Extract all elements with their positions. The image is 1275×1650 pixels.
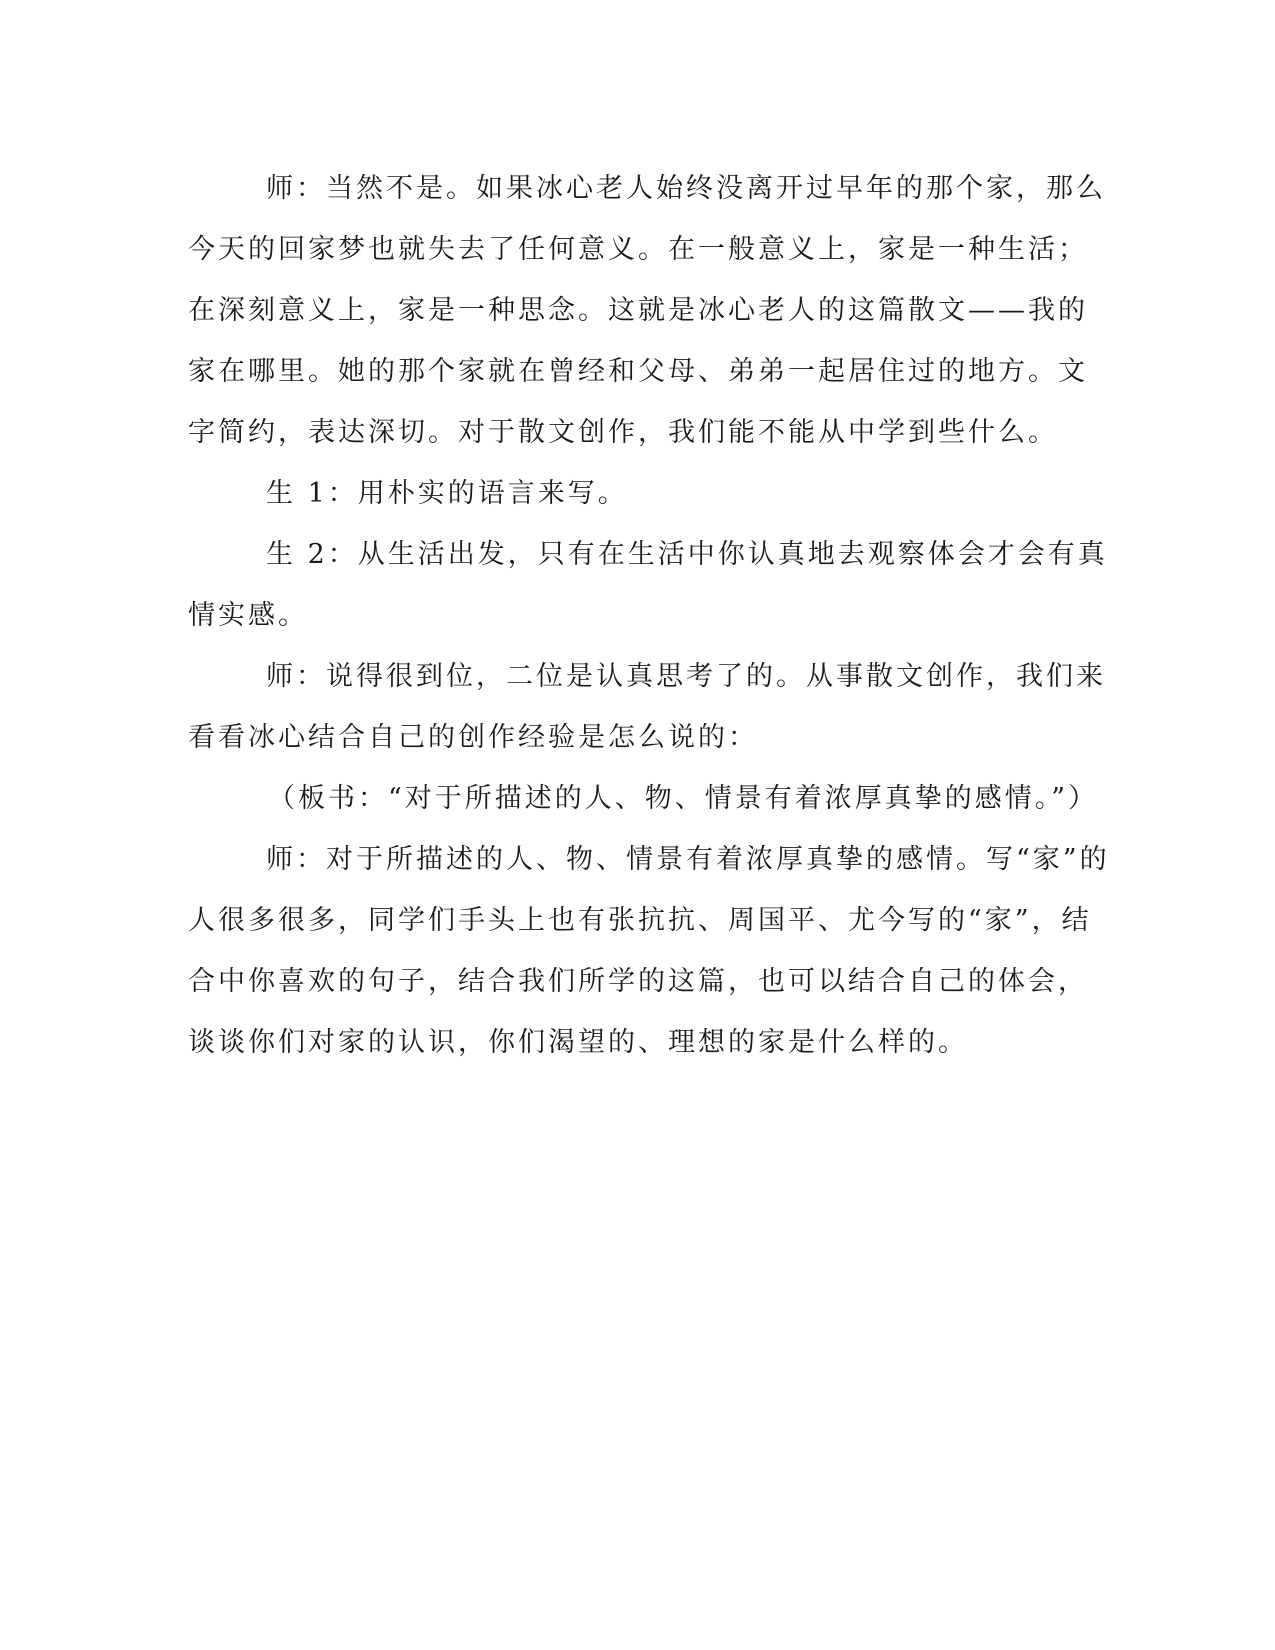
paragraph-board-note bbox=[188, 768, 1099, 829]
text-line: 师：当然不是。如果冰心老人始终没离开过早年的那个家，那么 bbox=[266, 173, 1106, 204]
text-line: 在深刻意义上，家是一种思念。这就是冰心老人的这篇散文——我的 bbox=[188, 295, 1088, 326]
paragraph-student-1 bbox=[188, 463, 1068, 524]
paragraph-teacher-2 bbox=[188, 646, 1106, 768]
text-line: 情实感。 bbox=[188, 600, 308, 631]
paragraph-teacher-1 bbox=[188, 158, 1106, 463]
text-line: 生 2：从生活出发，只有在生活中你认真地去观察体会才会有真 bbox=[266, 539, 1108, 570]
text-line: 字简约，表达深切。对于散文创作，我们能不能从中学到些什么。 bbox=[188, 417, 1058, 448]
text-line: 师：说得很到位，二位是认真思考了的。从事散文创作，我们来 bbox=[266, 661, 1106, 692]
text-line: （板书：“对于所描述的人、物、情景有着浓厚真挚的感情。”） bbox=[268, 783, 1099, 814]
text-line: 今天的回家梦也就失去了任何意义。在一般意义上，家是一种生活； bbox=[188, 234, 1088, 265]
text-line: 家在哪里。她的那个家就在曾经和父母、弟弟一起居住过的地方。文 bbox=[188, 356, 1088, 387]
text-line: 谈谈你们对家的认识，你们渴望的、理想的家是什么样的。 bbox=[188, 1027, 968, 1058]
text-line: 人很多很多，同学们手头上也有张抗抗、周国平、尤今写的“家”，结 bbox=[188, 905, 1092, 936]
text-line: 生 1：用朴实的语言来写。 bbox=[266, 478, 628, 509]
paragraph-student-2 bbox=[188, 524, 1108, 646]
text-line: 合中你喜欢的句子，结合我们所学的这篇，也可以结合自己的体会， bbox=[188, 966, 1088, 997]
paragraph-teacher-3 bbox=[188, 829, 1110, 1073]
document-body bbox=[188, 158, 1110, 1073]
text-line: 看看冰心结合自己的创作经验是怎么说的： bbox=[188, 722, 758, 753]
text-line: 师：对于所描述的人、物、情景有着浓厚真挚的感情。写“家”的 bbox=[266, 844, 1110, 875]
